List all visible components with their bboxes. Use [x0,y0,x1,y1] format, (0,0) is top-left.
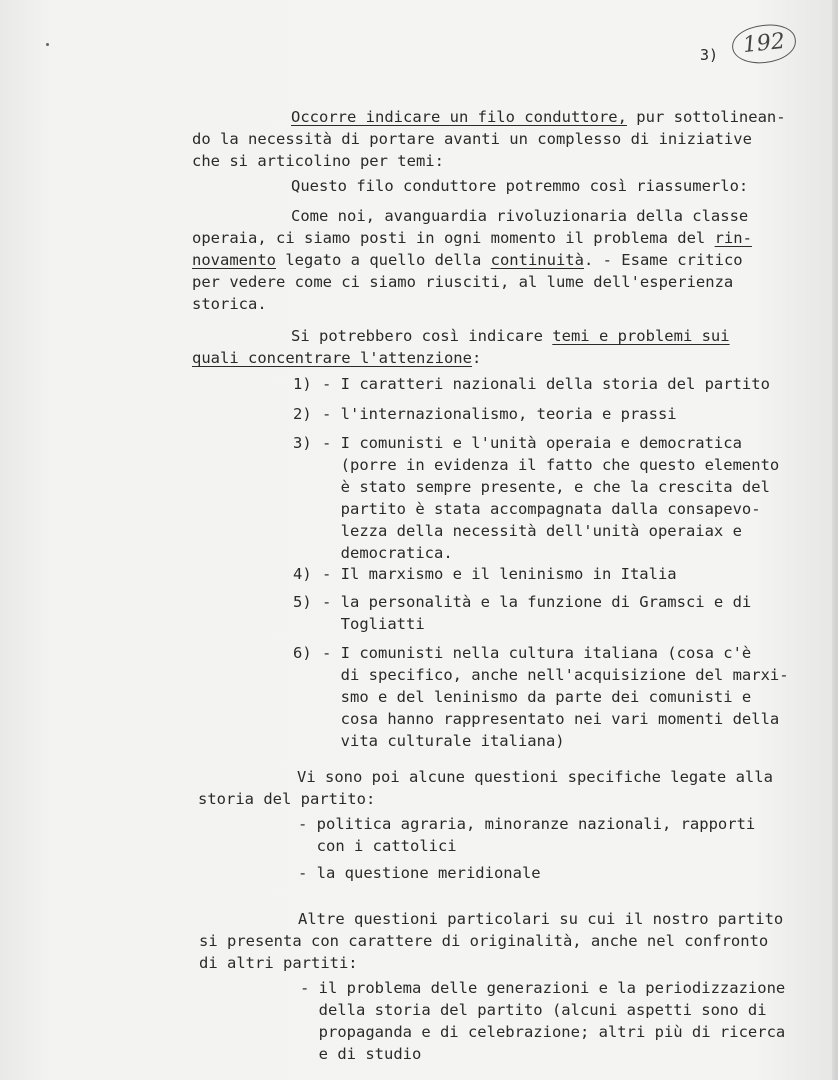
theme-num-6: 6) [293,644,312,662]
temi-underlined: temi e problemi sui [552,327,730,345]
altra-1-line-4: e di studio [300,1045,422,1063]
page-edge [832,0,838,1080]
come-line-4: per vedere come ci siamo riusciti, al lume dell'esperienza [192,273,734,291]
theme-num-3: 3) [293,434,312,452]
theme-num-4: 4) [293,565,312,583]
come-rinnovamento: novamento [192,251,276,269]
theme-5-line-1: - la personalità e la funzione di Gramsci e di [322,593,752,611]
theme-1-line-1: - I caratteri nazionali della storia del partito [322,375,770,393]
altra-1-line-2: della storia del partito (alcuni aspetti sono di [300,1001,767,1019]
questioni-line-2: storia del partito: [198,790,376,808]
theme-3-line-2: (porre in evidenza il fatto che questo elemento [322,456,780,474]
temi-line-1a: Si potrebbero così indicare [291,327,553,345]
come-line-5: storica. [192,295,267,313]
intro-line-1-rest: pur sottolinean- [626,108,786,126]
altra-1-line-3: propaganda e di celebrazione; altri più di ricerca [300,1023,786,1041]
theme-3-line-3: è stato sempre presente, e che la crescita del [322,478,770,496]
come-line-3d: . - Esame critico [583,251,743,269]
come-line-1: Come noi, avanguardia rivoluzionaria della classe [291,207,749,225]
paragraph-filo: Questo filo conduttore potremmo così riassumerlo: [291,177,749,195]
temi-line-2-colon: : [471,349,482,367]
temi-line-2-text: quali concentrare l'attenzione [192,349,472,367]
altre-line-3: di altri partiti: [199,954,358,972]
page-number: 3) [700,46,719,64]
theme-2-line-1: - l'internazionalismo, teoria e prassi [322,405,677,423]
temi-line-2 [192,347,481,369]
come-line-3b: legato a quello della [276,251,491,269]
altre-line-1: Altre questioni particolari su cui il nostro partito [298,910,784,928]
questione-2-line-1: - la questione meridionale [298,864,541,882]
altra-1-line-1: - il problema delle generazioni e la periodizzazione [300,979,786,997]
theme-3-line-4: partito è stata accompagnata dalla consapevo- [322,500,761,518]
temi-line-1 [291,325,730,347]
questione-1-line-1: - politica agraria, minoranze nazionali, rapporti [298,815,756,833]
archive-stamp-number: 192 [730,22,798,66]
theme-6-line-3: smo e del leninismo da parte dei comunisti e [322,688,752,706]
theme-3-line-6: democratica. [322,544,453,562]
intro-line-2: do la necessità di portare avanti un complesso di iniziative [192,130,752,148]
theme-num-1: 1) [293,375,312,393]
theme-6-line-2: di specifico, anche nell'acquisizione del marxi- [322,666,789,684]
questione-1-line-2: con i cattolici [298,837,457,855]
theme-3-line-5: lezza della necessità dell'unità operaiax e [322,522,742,540]
come-line-2 [192,227,752,249]
theme-3-line-1: - I comunisti e l'unità operaia e democratica [322,434,742,452]
theme-6-line-1: - I comunisti nella cultura italiana (cosa c'è [322,644,752,662]
come-line-2a: operaia, ci siamo posti in ogni momento il problema del [192,229,715,247]
altre-line-2: si presenta con carattere di originalità, anche nel confronto [199,932,769,950]
theme-5-line-2: Togliatti [322,615,425,633]
come-line-2b: rin- [714,229,752,247]
theme-num-2: 2) [293,405,312,423]
theme-num-5: 5) [293,593,312,611]
theme-6-line-4: cosa hanno rappresentato nei vari momenti della [322,710,780,728]
theme-4-line-1: - Il marxismo e il leninismo in Italia [322,565,677,583]
ink-speck [46,43,49,46]
intro-line-1 [291,106,786,128]
come-line-3 [192,249,743,271]
intro-underlined: Occorre indicare un filo conduttore, [291,108,627,126]
intro-line-3: che si articolino per temi: [192,152,444,170]
questioni-line-1: Vi sono poi alcune questioni specifiche legate alla [297,768,773,786]
come-continuita: continuità [490,251,584,269]
theme-6-line-5: vita culturale italiana) [322,732,565,750]
